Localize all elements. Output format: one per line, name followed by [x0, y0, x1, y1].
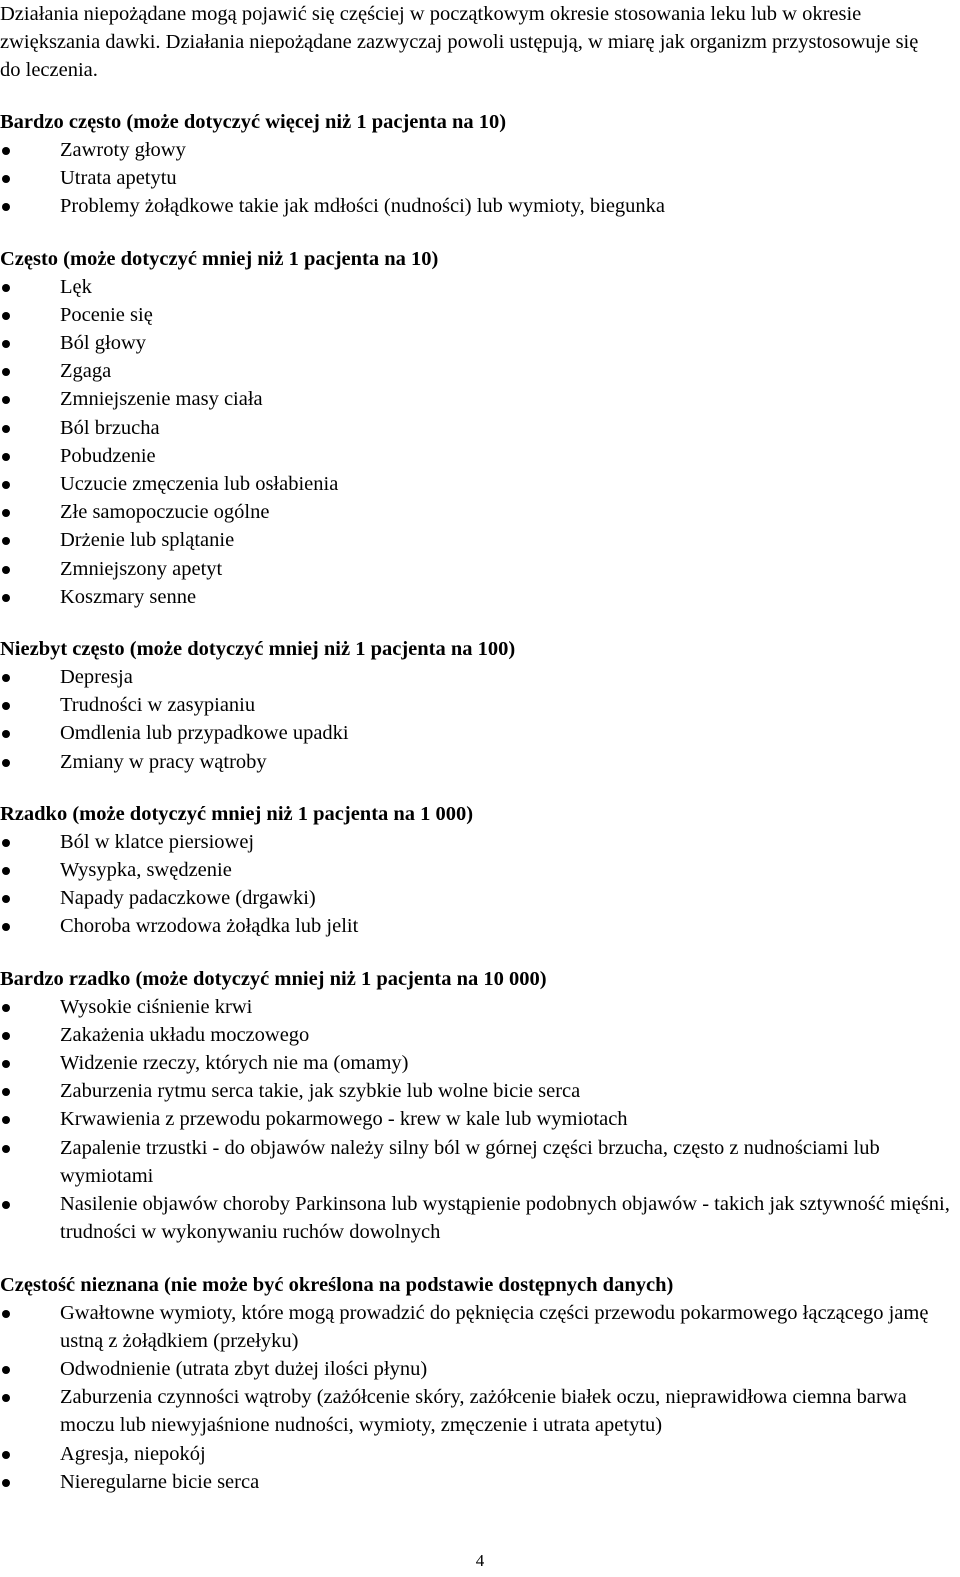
list-item — [0, 1468, 960, 1496]
list-item-text: Depresja — [60, 666, 133, 689]
list-item-text: Agresja, niepokój — [60, 1442, 206, 1465]
list-item — [0, 719, 960, 747]
list-item — [0, 1355, 960, 1383]
bullet-icon — [2, 537, 10, 545]
list-item — [0, 1049, 960, 1077]
list-item — [0, 414, 960, 442]
list-item-text: Choroba wrzodowa żołądka lub jelit — [60, 915, 359, 938]
list-item-text: Ból głowy — [60, 332, 146, 355]
bullet-icon — [2, 147, 10, 155]
list-item-text: Zmiany w pracy wątroby — [60, 750, 267, 773]
list-item-text: Zmniejszenie masy ciała — [60, 388, 263, 411]
bullet-icon — [2, 368, 10, 376]
list-item — [0, 1440, 960, 1468]
list-item-text: Zaburzenia rytmu serca takie, jak szybkie lub wolne bicie serca — [60, 1080, 581, 1103]
list-item-text: Ból brzucha — [60, 416, 160, 439]
list-item-text: Widzenie rzeczy, których nie ma (omamy) — [60, 1052, 409, 1075]
list-item-text: Pobudzenie — [60, 444, 156, 467]
bullet-icon — [2, 175, 10, 183]
bullet-icon — [2, 1201, 10, 1209]
bullet-icon — [2, 1366, 10, 1374]
bullet-icon — [2, 702, 10, 710]
list-item — [0, 1383, 960, 1439]
bullet-icon — [2, 923, 10, 931]
list-item-text: Zapalenie trzustki - do objawów należy silny ból w górnej części brzucha, często z nudnościami lub wymiotami — [60, 1136, 880, 1187]
section-heading: Rzadko (może dotyczyć mniej niż 1 pacjenta na 1 000) — [0, 802, 474, 825]
list-item-text: Odwodnienie (utrata zbyt dużej ilości płynu) — [60, 1357, 428, 1380]
list-item-text: Uczucie zmęczenia lub osłabienia — [60, 473, 339, 496]
list-item — [0, 136, 960, 164]
side-effect-list — [0, 828, 960, 941]
list-item-text: Wysokie ciśnienie krwi — [60, 995, 253, 1018]
bullet-icon — [2, 1310, 10, 1318]
bullet-icon — [2, 1060, 10, 1068]
list-item-text: Drżenie lub splątanie — [60, 529, 235, 552]
list-item — [0, 470, 960, 498]
list-item-text: Gwałtowne wymioty, które mogą prowadzić do pęknięcia części przewodu pokarmowego łączącego jamę ustną z żołądkiem (przełyku) — [60, 1301, 929, 1352]
list-item — [0, 1077, 960, 1105]
list-item — [0, 993, 960, 1021]
frequency-section — [0, 800, 960, 941]
page-number: 4 — [475, 1551, 485, 1570]
list-item — [0, 555, 960, 583]
side-effect-list — [0, 663, 960, 776]
bullet-icon — [2, 895, 10, 903]
list-item-text: Zakażenia układu moczowego — [60, 1023, 310, 1046]
list-item-text: Ból w klatce piersiowej — [60, 830, 255, 853]
list-item — [0, 385, 960, 413]
list-item — [0, 442, 960, 470]
list-item-text: Trudności w zasypianiu — [60, 694, 256, 717]
list-item-text: Pocenie się — [60, 303, 153, 326]
bullet-icon — [2, 594, 10, 602]
list-item-text: Problemy żołądkowe takie jak mdłości (nudności) lub wymioty, biegunka — [60, 195, 666, 218]
list-item — [0, 273, 960, 301]
bullet-icon — [2, 1004, 10, 1012]
list-item-text: Napady padaczkowe (drgawki) — [60, 887, 316, 910]
section-heading: Bardzo rzadko (może dotyczyć mniej niż 1 pacjenta na 10 000) — [0, 967, 547, 990]
section-heading: Często (może dotyczyć mniej niż 1 pacjenta na 10) — [0, 247, 439, 270]
side-effects-sections — [0, 108, 960, 1496]
section-heading: Częstość nieznana (nie może być określona na podstawie dostępnych danych) — [0, 1273, 674, 1296]
bullet-icon — [2, 509, 10, 517]
bullet-icon — [2, 453, 10, 461]
bullet-icon — [2, 312, 10, 320]
intro-paragraph: Działania niepożądane mogą pojawić się częściej w początkowym okresie stosowania leku lub w okresie zwiększania dawki. Działania niepożądane zazwyczaj powoli ustępują, w miarę jak organizm przystosowuje się do leczenia. — [0, 3, 919, 81]
list-item — [0, 828, 960, 856]
list-item — [0, 301, 960, 329]
bullet-icon — [2, 839, 10, 847]
side-effect-list — [0, 273, 960, 611]
side-effect-list — [0, 993, 960, 1247]
bullet-icon — [2, 284, 10, 292]
list-item — [0, 748, 960, 776]
bullet-icon — [2, 481, 10, 489]
list-item — [0, 357, 960, 385]
bullet-icon — [2, 340, 10, 348]
frequency-section — [0, 965, 960, 1247]
list-item-text: Krwawienia z przewodu pokarmowego - krew w kale lub wymiotach — [60, 1108, 628, 1131]
bullet-icon — [2, 674, 10, 682]
list-item — [0, 691, 960, 719]
list-item-text: Koszmary senne — [60, 585, 197, 608]
list-item — [0, 1190, 960, 1246]
list-item — [0, 856, 960, 884]
list-item — [0, 1105, 960, 1133]
section-heading: Niezbyt często (może dotyczyć mniej niż 1 pacjenta na 100) — [0, 638, 516, 661]
side-effect-list — [0, 136, 960, 221]
bullet-icon — [2, 1451, 10, 1459]
list-item-text: Zmniejszony apetyt — [60, 557, 223, 580]
bullet-icon — [2, 1116, 10, 1124]
list-item — [0, 912, 960, 940]
list-item-text: Lęk — [60, 275, 92, 298]
list-item-text: Nieregularne bicie serca — [60, 1470, 260, 1493]
bullet-icon — [2, 1088, 10, 1096]
bullet-icon — [2, 425, 10, 433]
list-item — [0, 884, 960, 912]
bullet-icon — [2, 1145, 10, 1153]
frequency-section — [0, 635, 960, 776]
list-item — [0, 663, 960, 691]
list-item-text: Zaburzenia czynności wątroby (zażółcenie skóry, zażółcenie białek oczu, nieprawidłowa ciemna barwa moczu lub niewyjaśnione nudności, wymioty, zmęczenie i utrata apetytu) — [60, 1386, 907, 1437]
bullet-icon — [2, 759, 10, 767]
list-item-text: Zawroty głowy — [60, 139, 186, 161]
bullet-icon — [2, 1032, 10, 1040]
list-item — [0, 192, 960, 220]
bullet-icon — [2, 1394, 10, 1402]
bullet-icon — [2, 396, 10, 404]
list-item-text: Złe samopoczucie ogólne — [60, 501, 270, 524]
list-item — [0, 1134, 960, 1190]
bullet-icon — [2, 867, 10, 875]
list-item — [0, 1299, 960, 1355]
frequency-section — [0, 245, 960, 611]
list-item-text: Utrata apetytu — [60, 167, 177, 190]
list-item — [0, 164, 960, 192]
list-item — [0, 526, 960, 554]
bullet-icon — [2, 1479, 10, 1487]
list-item — [0, 329, 960, 357]
list-item — [0, 1021, 960, 1049]
section-heading: Bardzo często (może dotyczyć więcej niż 1 pacjenta na 10) — [0, 111, 507, 133]
list-item-text: Omdlenia lub przypadkowe upadki — [60, 722, 349, 745]
frequency-section — [0, 108, 960, 221]
bullet-icon — [2, 730, 10, 738]
list-item-text: Nasilenie objawów choroby Parkinsona lub wystąpienie podobnych objawów - takich jak sztywność mięśni, trudności w wykonywaniu ruchów dowolnych — [60, 1193, 950, 1244]
frequency-section — [0, 1271, 960, 1496]
list-item-text: Wysypka, swędzenie — [60, 859, 232, 882]
bullet-icon — [2, 566, 10, 574]
side-effect-list — [0, 1299, 960, 1496]
list-item-text: Zgaga — [60, 360, 112, 383]
list-item — [0, 498, 960, 526]
list-item — [0, 583, 960, 611]
bullet-icon — [2, 203, 10, 211]
